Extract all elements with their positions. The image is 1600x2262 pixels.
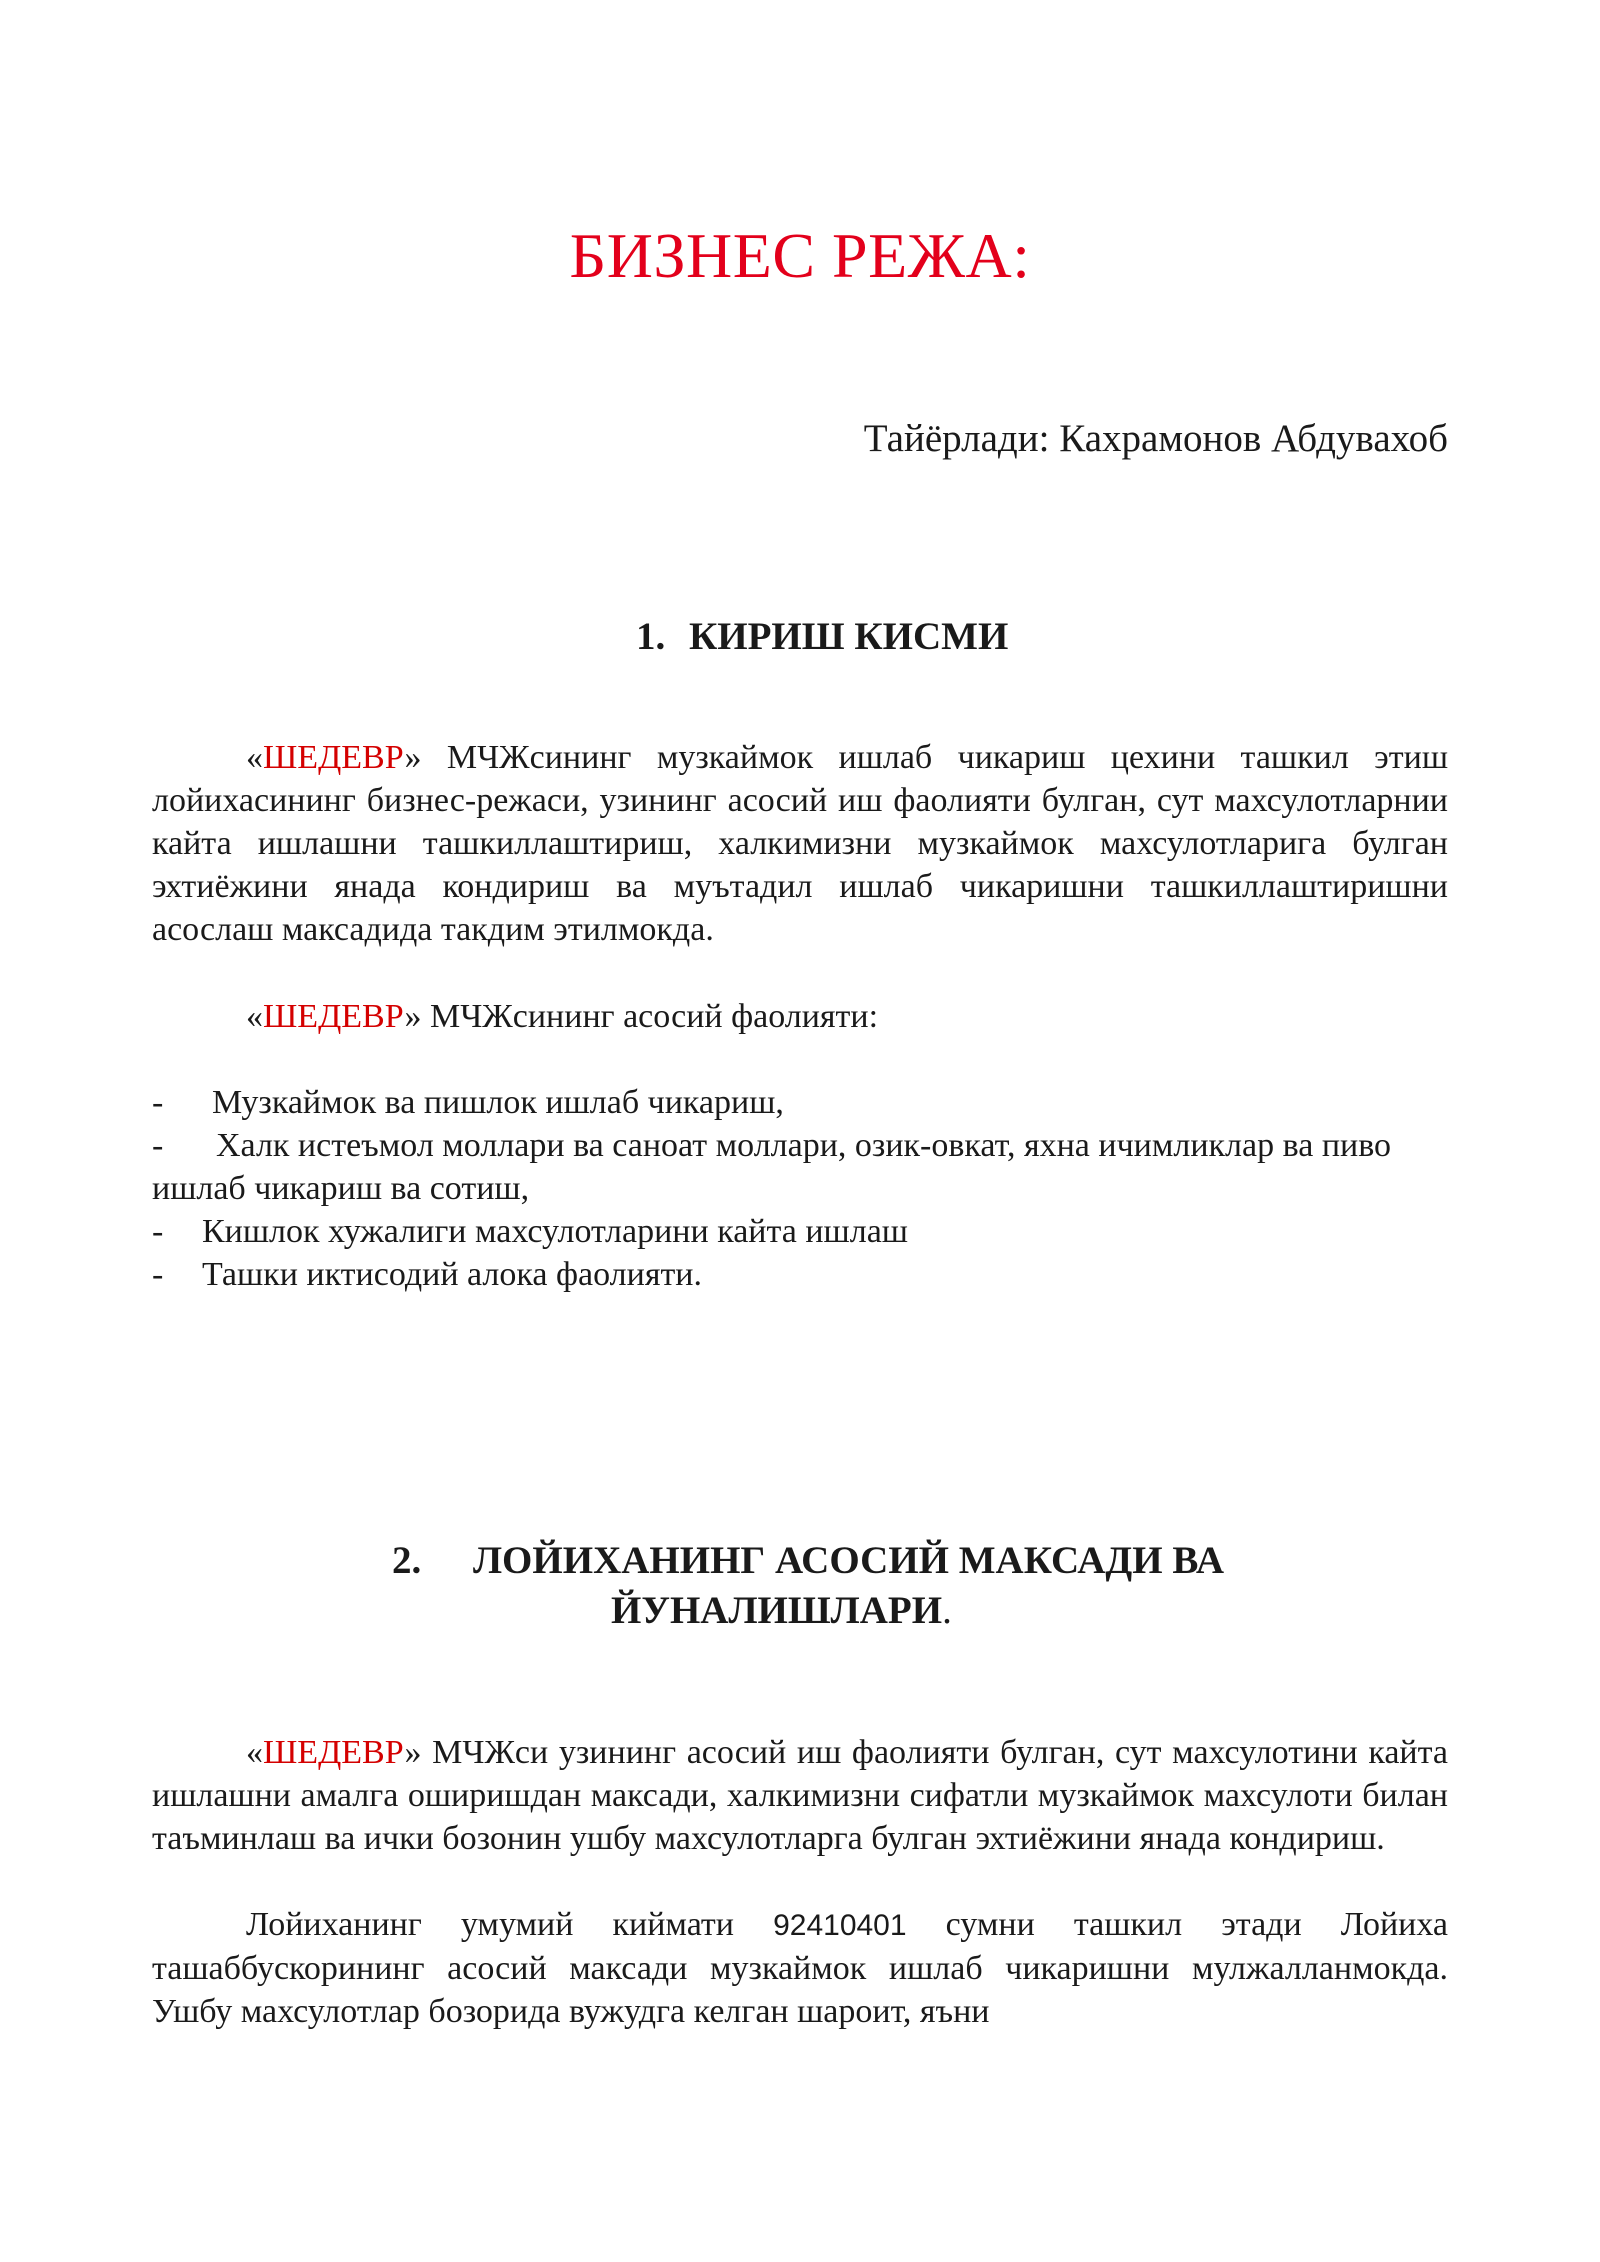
list-dash: -	[152, 1084, 164, 1121]
section-1-heading	[636, 612, 1008, 662]
list-item-text: Ташки иктисодий алока фаолияти.	[202, 1256, 703, 1293]
company-name: ШЕДЕВР	[263, 1734, 405, 1771]
paragraph-text: МЧЖси узининг асосий иш фаолияти булган, сут махсулотини кайта ишлашни амалга оширишдан максади, халкимизни сифатли музкаймок махсулоти билан таъминлаш ва ички бозонин ушбу махсулотларга булган эхтиёжини янада кондириш.	[152, 1734, 1448, 1857]
list-item	[152, 1210, 1492, 1253]
close-quote: »	[404, 1734, 422, 1771]
list-dash: -	[152, 1213, 164, 1250]
activities-list	[152, 1081, 1492, 1296]
list-dash: -	[152, 1256, 164, 1293]
section-2-number: 2.	[392, 1539, 422, 1582]
section-2-title-period: .	[942, 1589, 952, 1632]
document-title: БИЗНЕС РЕЖА:	[569, 220, 1031, 291]
list-dash: -	[152, 1127, 164, 1164]
paragraph-text: сумни ташкил этади Лойиха ташаббускорининг асосий максади музкаймок ишлаб чикаришни мулжалланмокда. Ушбу махсулотлар бозорида вужудга келган шароит, яъни	[152, 1906, 1448, 2030]
section-1-title: КИРИШ КИСМИ	[689, 615, 1009, 658]
list-item-text: Кишлок хужалиги махсулотларини кайта ишлаш	[202, 1213, 908, 1250]
close-quote: »	[404, 998, 422, 1035]
paragraph-text: МЧЖсининг музкаймок ишлаб чикариш цехини ташкил этиш лойихасининг бизнес-режаси, узининг асосий иш фаолияти булган, сут махсулотларнии кайта ишлашни ташкиллаштириш, халкимизни музкаймок махсулотларига булган эхтиёжини янада кондириш ва муътадил ишлаб чикаришни ташкиллаштиришни асослаш максадида такдим этилмокда.	[152, 739, 1448, 948]
author-line: Тайёрлади: Кахрамонов Абдувахоб	[863, 417, 1448, 460]
section-1-number: 1.	[636, 615, 666, 658]
section-2-title-part-1: ЛОЙИХАНИНГ АСОСИЙ МАКСАДИ ВА	[473, 1539, 1225, 1582]
section-2-paragraph-1	[152, 1731, 1448, 1860]
section-2-paragraph-2	[152, 1903, 1448, 2033]
open-quote: «	[246, 1734, 263, 1771]
list-item	[152, 1081, 1492, 1124]
section-2-heading-line-2	[611, 1586, 952, 1636]
list-item	[152, 1253, 1492, 1296]
company-name: ШЕДЕВР	[263, 998, 405, 1035]
project-cost-amount: 92410401	[773, 1909, 907, 1942]
paragraph-text: Лойиханинг умумий киймати	[246, 1906, 774, 1943]
open-quote: «	[246, 998, 263, 1035]
section-2-heading-line-1	[392, 1536, 1224, 1586]
section-1-paragraph-2	[152, 995, 1448, 1038]
section-2-title-part-2: ЙУНАЛИШЛАРИ	[611, 1589, 943, 1632]
open-quote: «	[246, 739, 263, 776]
list-item-text: Халк истеъмол моллари ва саноат моллари, озик-овкат, яхна ичимликлар ва пиво ишлаб чикариш ва сотиш,	[152, 1127, 1392, 1207]
paragraph-text: МЧЖсининг асосий фаолияти:	[421, 998, 879, 1035]
section-1-paragraph-1	[152, 736, 1448, 951]
list-item-text: Музкаймок ва пишлок ишлаб чикариш,	[212, 1084, 784, 1121]
close-quote: »	[404, 739, 422, 776]
company-name: ШЕДЕВР	[263, 739, 405, 776]
list-item	[152, 1124, 1492, 1210]
